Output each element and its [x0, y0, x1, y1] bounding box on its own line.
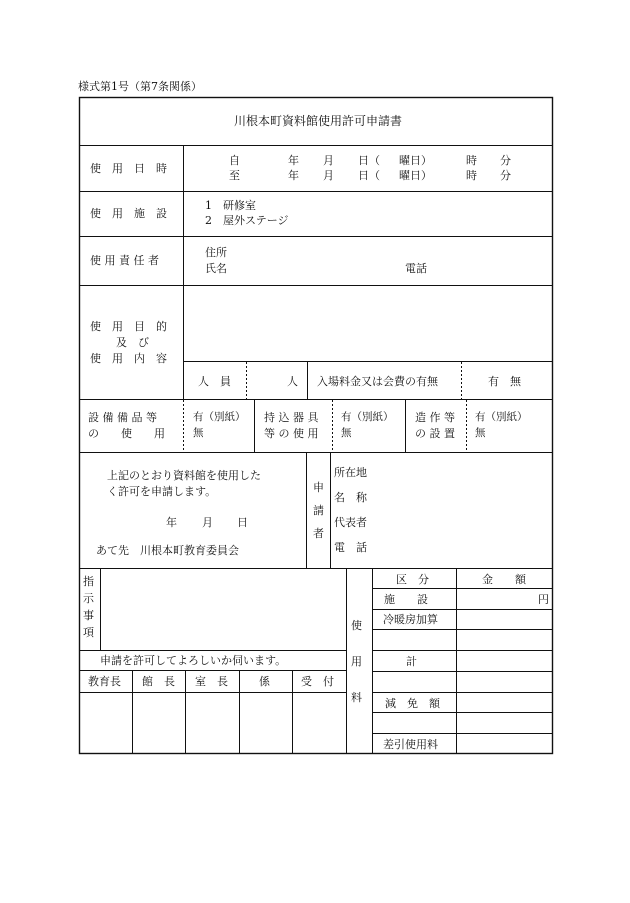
- carry-in-value-line1: 有（別紙）: [341, 411, 394, 423]
- approval-superintendent: 教育長: [88, 675, 121, 688]
- applicant-char-2: 請: [313, 504, 324, 517]
- fees-char-2: 用: [351, 655, 362, 668]
- fees-row-facility: 施 設: [384, 593, 428, 606]
- responsible-label: 使 用 責 任 者: [90, 254, 159, 267]
- construction-label-line2: の 設 置: [415, 427, 455, 440]
- construction-value-line2: 無: [475, 427, 486, 439]
- carry-in-label-line1: 持 込 器 具: [264, 411, 319, 424]
- construction-label-line1: 造 作 等: [415, 411, 455, 424]
- applicant-representative-label: 代表者: [334, 516, 367, 529]
- applicant-phone-label: 電 話: [334, 541, 367, 554]
- to-label: 至: [229, 169, 240, 182]
- from-year: 年: [288, 154, 299, 167]
- instructions-char-3: 事: [83, 609, 94, 622]
- to-minute: 分: [500, 169, 511, 182]
- from-month: 月: [323, 154, 334, 167]
- approval-staff: 係: [259, 675, 270, 688]
- carry-in-label-line2: 等 の 使 用: [264, 427, 319, 440]
- application-date-year: 年: [166, 516, 177, 529]
- approval-reception: 受 付: [301, 675, 334, 688]
- to-weekday: 曜日）: [399, 169, 432, 182]
- fees-header-category: 区 分: [396, 573, 429, 586]
- fees-row-reduction: 減 免 額: [385, 697, 440, 710]
- form-title: 川根本町資料館使用許可申請書: [234, 114, 403, 128]
- headcount-label: 人 員: [198, 375, 231, 388]
- person-unit: 人: [287, 375, 298, 388]
- approval-request-text: 申請を許可してよろしいか伺います。: [100, 654, 287, 667]
- fees-row-total: 計: [406, 655, 417, 668]
- from-hour: 時: [466, 154, 477, 167]
- applicant-char-1: 申: [313, 481, 324, 494]
- from-label: 自: [229, 154, 240, 167]
- responsible-name-label: 氏名: [205, 262, 227, 275]
- usage-datetime-label: 使 用 日 時: [90, 162, 167, 175]
- fees-row-hvac: 冷暖房加算: [383, 613, 438, 626]
- to-month: 月: [323, 169, 334, 182]
- equipment-value-line1: 有（別紙）: [193, 411, 246, 423]
- equipment-label-line1: 設 備 備 品 等: [88, 411, 157, 424]
- application-text-line1: 上記のとおり資料館を使用した: [107, 469, 261, 482]
- facility-option-outdoor-stage: 2 屋外ステージ: [205, 214, 289, 227]
- application-date-day: 日: [237, 516, 248, 529]
- to-day: 日（: [358, 169, 380, 182]
- instructions-char-2: 示: [83, 592, 94, 605]
- responsible-phone-label: 電話: [405, 262, 427, 275]
- from-minute: 分: [500, 154, 511, 167]
- to-hour: 時: [466, 169, 477, 182]
- fees-currency: 円: [538, 593, 549, 606]
- form-number: 様式第1号（第7条関係）: [78, 80, 202, 93]
- facility-label: 使 用 施 設: [90, 207, 167, 220]
- purpose-label-line1: 使 用 目 的: [90, 320, 167, 333]
- equipment-label-line2: の 使 用: [88, 427, 165, 440]
- fees-char-3: 料: [351, 691, 362, 704]
- application-text-line2: く許可を申請します。: [107, 485, 217, 498]
- equipment-value-line2: 無: [193, 427, 204, 439]
- approval-director: 館 長: [142, 675, 175, 688]
- instructions-char-1: 指: [83, 575, 94, 588]
- approval-section-chief: 室 長: [195, 675, 228, 688]
- construction-value-line1: 有（別紙）: [475, 411, 528, 423]
- facility-option-training-room: 1 研修室: [205, 199, 256, 212]
- carry-in-value-line2: 無: [341, 427, 352, 439]
- purpose-label-line2: 及 び: [116, 336, 149, 349]
- from-day: 日（: [358, 154, 380, 167]
- applicant-name-label: 名 称: [334, 491, 367, 504]
- application-date-month: 月: [202, 516, 213, 529]
- fee-value: 有 無: [488, 375, 521, 388]
- addressee: あて先 川根本町教育委員会: [96, 544, 239, 557]
- fees-header-amount: 金 額: [482, 573, 526, 586]
- applicant-char-3: 者: [313, 527, 324, 540]
- purpose-label-line3: 使 用 内 容: [90, 352, 167, 365]
- from-weekday: 曜日）: [399, 154, 432, 167]
- responsible-address-label: 住所: [205, 246, 227, 259]
- to-year: 年: [288, 169, 299, 182]
- fee-label: 入場料金又は会費の有無: [317, 375, 438, 388]
- fees-row-net: 差引使用料: [383, 738, 438, 751]
- fees-char-1: 使: [351, 619, 362, 632]
- applicant-location-label: 所在地: [334, 466, 367, 479]
- instructions-char-4: 項: [83, 626, 94, 639]
